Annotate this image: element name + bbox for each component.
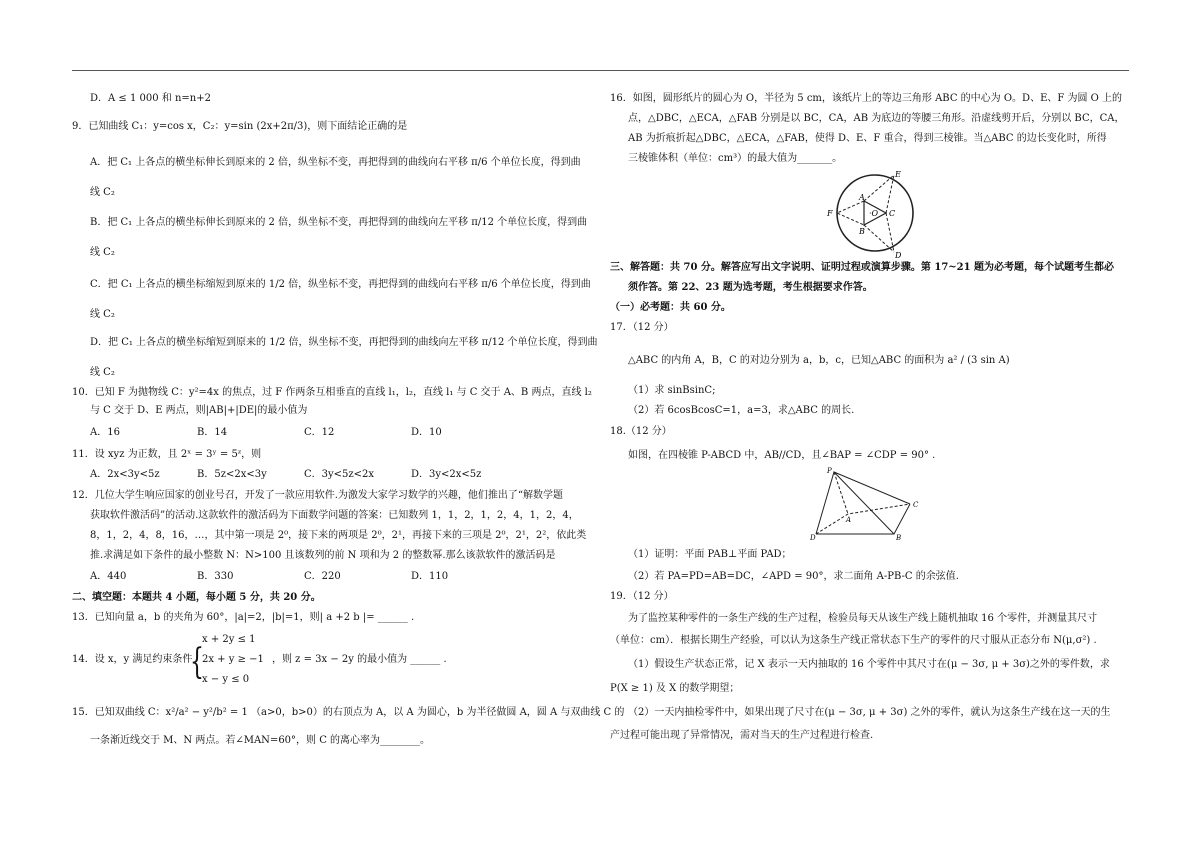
label-d: D <box>895 251 902 258</box>
q19-line-3: （1）假设生产状态正常，记 X 表示一天内抽取的 16 个零件中其尺寸在(μ − 3σ, μ + 3σ)之外的零件数，求 <box>628 659 1110 670</box>
q9-option-c: C．把 C₁ 上各点的横坐标缩短到原来的 1/2 倍，纵坐标不变，再把得到的曲线向右平移 π/6 个单位长度，得到曲 <box>90 279 591 290</box>
q16-line-1: 16．如图，圆形纸片的圆心为 O，半径为 5 cm，该纸片上的等边三角形 ABC 的中心为 O。D、E、F 为圆 O 上的 <box>610 93 1123 104</box>
q16-line-4: 三棱锥体积（单位：cm³）的最大值为_______。 <box>628 153 843 164</box>
q17-part-2: （2）若 6cosBcosC=1，a=3，求△ABC 的周长. <box>628 405 855 416</box>
q19-line-2: （单位：cm）．根据长期生产经验，可以认为这条生产线正常状态下生产的零件的尺寸服从正态分布 N(μ,σ²) . <box>610 635 1097 646</box>
q9-stem: 9．已知曲线 C₁：y=cos x，C₂：y=sin (2x+2π/3)，则下面结论正确的是 <box>72 121 408 132</box>
q19-line-1: 为了监控某种零件的一条生产线的生产过程，检验员每天从该生产线上随机抽取 16 个零件，并测量其尺寸 <box>628 613 1098 624</box>
q9-option-a-cont: 线 C₂ <box>90 187 115 198</box>
q12-option-a: A．440 <box>90 571 127 582</box>
q10-option-b: B．14 <box>197 427 228 438</box>
q11-option-a: A．2x<3y<5z <box>90 469 160 480</box>
q19-line-5: （2）一天内抽检零件中，如果出现了尺寸在(μ − 3σ, μ + 3σ) 之外的零件，就认为这条生产线在这一天的生 <box>628 707 1111 718</box>
label-p: P <box>827 467 832 475</box>
q10-option-c: C．12 <box>304 427 335 438</box>
q11-option-b: B．5z<2x<3y <box>197 469 267 480</box>
q14-brace: { <box>190 642 204 683</box>
q18-head: 18.（12 分） <box>610 426 672 437</box>
q8-option-d: D．A ≤ 1 000 和 n=n+2 <box>90 93 211 104</box>
header-rule <box>72 70 1129 71</box>
q9-option-c-cont: 线 C₂ <box>90 309 115 320</box>
q19-head: 19．（12 分） <box>610 591 674 602</box>
q14-stem: 14．设 x，y 满足约束条件 <box>72 654 193 665</box>
label-d: D <box>810 534 816 540</box>
label-c: C <box>913 501 919 509</box>
q13: 13．已知向量 a，b 的夹角为 60°，|a|=2，|b|=1，则| a +2 b |= ______ . <box>72 612 415 623</box>
q9-option-b: B．把 C₁ 上各点的横坐标伸长到原来的 2 倍，纵坐标不变，再把得到的曲线向左平移 π/12 个单位长度，得到曲 <box>90 217 588 228</box>
q18-stem: 如图，在四棱锥 P-ABCD 中，AB//CD，且∠BAP = ∠CDP = 90° . <box>628 450 936 461</box>
label-a: A <box>859 193 865 202</box>
q18-part-1: （1）证明：平面 PAB⊥平面 PAD； <box>628 549 792 560</box>
label-a: A <box>846 516 852 524</box>
q12-line-1: 12．几位大学生响应国家的创业号召，开发了一款应用软件.为激发大家学习数学的兴趣，他们推出了“解数学题 <box>72 490 564 501</box>
q9-option-d-cont: 线 C₂ <box>90 367 115 378</box>
q19-line-6: 产过程可能出现了异常情况，需对当天的生产过程进行检查. <box>610 730 874 741</box>
label-c: C <box>889 209 896 218</box>
section-3-line-1: 三、解答题：共 70 分。解答应写出文字说明、证明过程或演算步骤。第 17~21 题为必考题，每个试题考生都必 <box>610 262 1115 273</box>
q10-option-d: D．10 <box>411 427 442 438</box>
label-f: F <box>827 209 833 218</box>
section-2-heading: 二、填空题：本题共 4 小题，每小题 5 分，共 20 分。 <box>72 592 321 603</box>
section-3-line-2: 须作答。第 22、23 题为选考题，考生根据要求作答。 <box>628 282 873 293</box>
q16-circle-figure <box>822 170 932 258</box>
q9-option-d: D．把 C₁ 上各点的横坐标缩短到原来的 1/2 倍，纵坐标不变，再把得到的曲线向左平移 π/12 个单位长度，得到曲 <box>90 337 598 348</box>
q12-option-c: C．220 <box>304 571 341 582</box>
q14-constraint-2: 2x + y ≥ −1 <box>202 654 264 665</box>
q14-tail: ，则 z = 3x − 2y 的最小值为 ______ . <box>272 654 447 665</box>
q10-line-1: 10．已知 F 为抛物线 C：y²=4x 的焦点，过 F 作两条互相垂直的直线 l₁，l₂，直线 l₁ 与 C 交于 A、B 两点，直线 l₂ <box>72 387 592 398</box>
label-o: ·O <box>869 209 879 218</box>
q10-option-a: A．16 <box>90 427 120 438</box>
q16-line-3: AB 为折痕折起△DBC，△ECA，△FAB，使得 D、E、F 重合，得到三棱锥。当△ABC 的边长变化时，所得 <box>628 133 1107 144</box>
q12-option-d: D．110 <box>411 571 449 582</box>
q12-line-4: 推.求满足如下条件的最小整数 N：N>100 且该数列的前 N 项和为 2 的整数幂.那么该款软件的激活码是 <box>90 550 556 561</box>
section-3-line-3: （一）必考题：共 60 分。 <box>610 302 731 313</box>
q10-line-2: 与 C 交于 D、E 两点，则|AB|+|DE|的最小值为 <box>90 405 308 416</box>
label-b: B <box>896 534 902 540</box>
q12-line-2: 获取软件激活码”的活动.这款软件的激活码为下面数学问题的答案：已知数列 1，1，2，1，2，4，1，2，4， <box>90 510 579 521</box>
label-e: E <box>895 170 901 179</box>
q19-line-4: P(X ≥ 1) 及 X 的数学期望； <box>610 683 740 694</box>
q18-part-2: （2）若 PA=PD=AB=DC，∠APD = 90°，求二面角 A-PB-C 的余弦值. <box>628 571 959 582</box>
q16-line-2: 点，△DBC，△ECA，△FAB 分别是以 BC，CA，AB 为底边的等腰三角形。沿虚线剪开后，分别以 BC，CA， <box>628 113 1125 124</box>
q11-option-d: D．3y<2x<5z <box>411 469 482 480</box>
q14-constraint-1: x + 2y ≤ 1 <box>202 634 256 645</box>
q11-stem: 11．设 xyz 为正数，且 2ˣ = 3ʸ = 5ᶻ，则 <box>72 449 262 460</box>
q14-constraint-3: x − y ≤ 0 <box>202 674 250 685</box>
q9-option-b-cont: 线 C₂ <box>90 247 115 258</box>
q9-option-a: A．把 C₁ 上各点的横坐标伸长到原来的 2 倍，纵坐标不变，再把得到的曲线向右平移 π/6 个单位长度，得到曲 <box>90 157 581 168</box>
q12-option-b: B．330 <box>197 571 234 582</box>
label-b: B <box>859 227 865 236</box>
q17-stem: △ABC 的内角 A，B，C 的对边分别为 a，b，c，已知△ABC 的面积为 a² / (3 sin A) <box>628 355 1010 366</box>
q17-part-1: （1）求 sinBsinC; <box>628 385 716 396</box>
q11-option-c: C．3y<5z<2x <box>304 469 375 480</box>
q18-pyramid-figure <box>810 466 930 540</box>
q12-line-3: 8，1，2，4，8，16，…，其中第一项是 2⁰，接下来的两项是 2⁰，2¹，再接下来的三项是 2⁰，2¹，2²，依此类 <box>90 530 587 541</box>
q15-line-1: 15．已知双曲线 C：x²/a² − y²/b² = 1 （a>0，b>0）的右顶点为 A，以 A 为圆心，b 为半径做圆 A，圆 A 与双曲线 C 的 <box>72 707 625 718</box>
q15-line-2: 一条渐近线交于 M、N 两点。若∠MAN=60°，则 C 的离心率为________。 <box>90 735 431 746</box>
q17-head: 17．（12 分） <box>610 322 674 333</box>
